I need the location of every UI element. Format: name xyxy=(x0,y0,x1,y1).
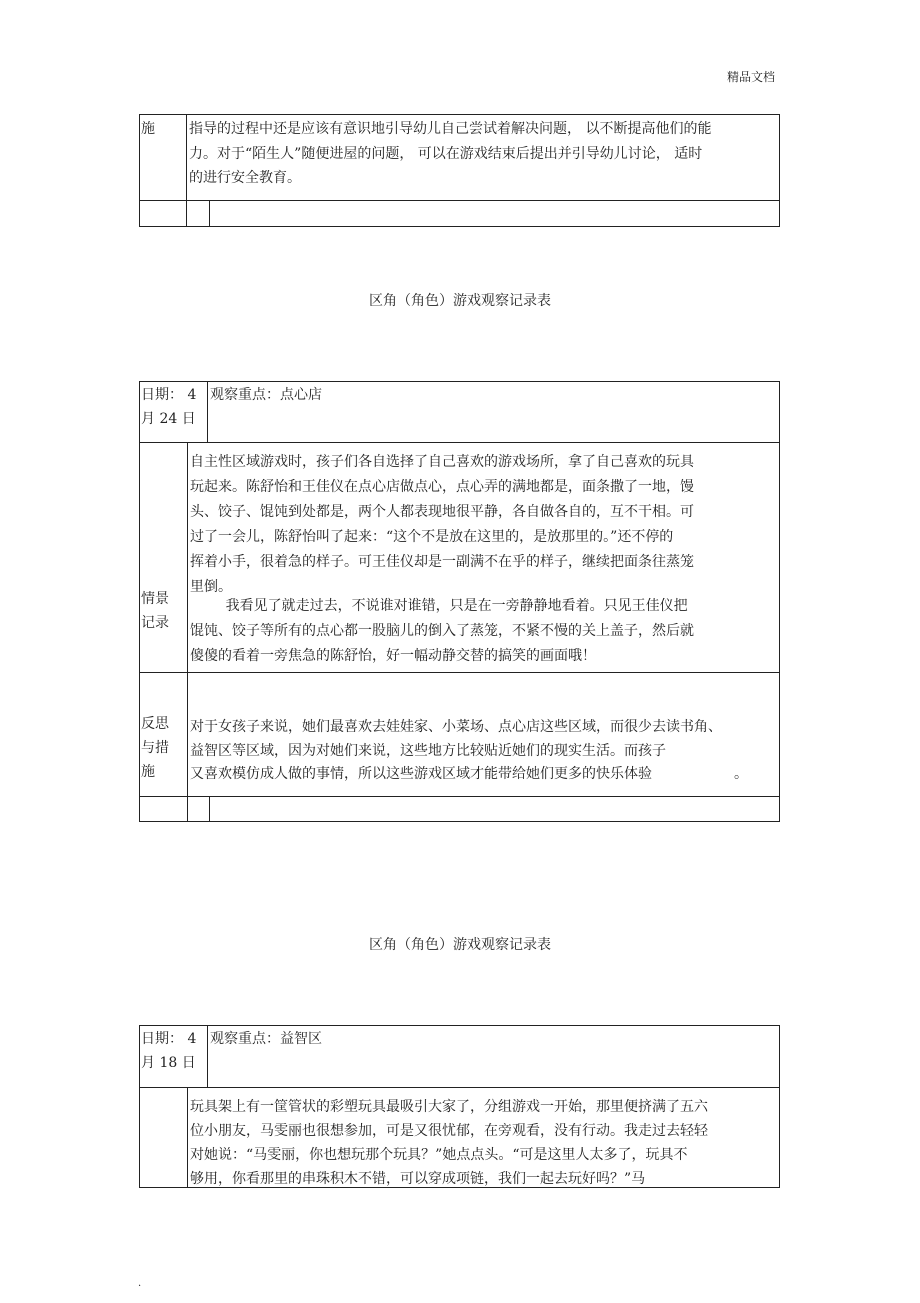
situation-line-3: 头、饺子、馄饨到处都是，两个人都表现地很平静，各自做各自的，互不干相。可 xyxy=(190,504,694,520)
situation2-line-3: 对她说：“马雯丽，你也想玩那个玩具？”她点点头。“可是这里人太多了，玩具不 xyxy=(190,1147,688,1163)
date-label-2: 日期： 4 xyxy=(141,1031,197,1047)
focus-label: 观察重点：点心店 xyxy=(210,387,322,403)
record-title-2: 区角（角色）游戏观察记录表 xyxy=(369,937,551,953)
situation-label-1: 情景 xyxy=(141,591,169,607)
date-label: 日期： 4 xyxy=(141,387,197,403)
situation2-line-2: 位小朋友，马雯丽也很想参加，可是又很忧郁，在旁观看，没有行动。我走过去轻轻 xyxy=(190,1123,708,1139)
situation-line-1: 自主性区域游戏时，孩子们各自选择了自己喜欢的游戏场所，拿了自己喜欢的玩具 xyxy=(190,454,694,470)
header-tag: 精品文档 xyxy=(726,70,775,84)
date-value-2: 月 18 日 xyxy=(141,1055,196,1071)
situation-line-8: 馄饨、饺子等所有的点心都一股脑儿的倒入了蒸笼，不紧不慢的关上盖子，然后就 xyxy=(190,623,694,639)
situation2-line-4: 够用，你看那里的串珠积木不错，可以穿成项链，我们一起去玩好吗？”马 xyxy=(190,1171,646,1187)
situation-line-5: 挥着小手，很着急的样子。可王佳仪却是一副满不在乎的样子，继续把面条往蒸笼 xyxy=(190,554,694,570)
measure-line-2: 力。对于“陌生人”随便进屋的问题， 可以在游戏结束后提出并引导幼儿讨论， 适时 xyxy=(189,146,703,162)
measure-line-1: 指导的过程中还是应该有意识地引导幼儿自己尝试着解决问题， 以不断提高他们的能 xyxy=(189,121,712,137)
situation2-line-1: 玩具架上有一筐管状的彩塑玩具最吸引大家了，分组游戏一开始，那里便挤满了五六 xyxy=(190,1099,708,1115)
situation-label-2: 记录 xyxy=(141,615,169,631)
situation-line-7: 我看见了就走过去，不说谁对谁错，只是在一旁静静地看着。只见王佳仪把 xyxy=(190,598,688,614)
situation-line-6: 里倒。 xyxy=(190,579,232,595)
reflect-label-2: 与措 xyxy=(141,740,169,756)
situation-line-9: 傻傻的看着一旁焦急的陈舒怡，好一幅动静交替的搞笑的画面哦！ xyxy=(190,648,596,664)
reflect-label-1: 反思 xyxy=(141,716,169,732)
situation-line-4: 过了一会儿，陈舒怡叫了起来：“这个不是放在这里的，是放那里的。”还不停的 xyxy=(190,529,674,545)
record-title-1: 区角（角色）游戏观察记录表 xyxy=(369,293,551,309)
reflect-line-1: 对于女孩子来说，她们最喜欢去娃娃家、小菜场、点心店这些区域，而很少去读书角、 xyxy=(190,719,722,735)
measure-line-3: 的进行安全教育。 xyxy=(189,170,301,186)
footer-mark: . xyxy=(138,1278,142,1289)
reflect-label-3: 施 xyxy=(141,764,155,780)
reflect-line-3: 又喜欢模仿成人做的事情，所以这些游戏区域才能带给她们更多的快乐体验 xyxy=(190,766,652,782)
section-label: 施 xyxy=(141,121,155,137)
focus-label-2: 观察重点：益智区 xyxy=(210,1031,322,1047)
date-value: 月 24 日 xyxy=(141,411,196,427)
situation-line-2: 玩起来。陈舒怡和王佳仪在点心店做点心，点心弄的满地都是，面条撒了一地，馒 xyxy=(190,479,694,495)
reflect-line-2: 益智区等区域，因为对她们来说，这些地方比较贴近她们的现实生活。而孩子 xyxy=(190,743,666,759)
reflect-end: 。 xyxy=(734,766,748,782)
